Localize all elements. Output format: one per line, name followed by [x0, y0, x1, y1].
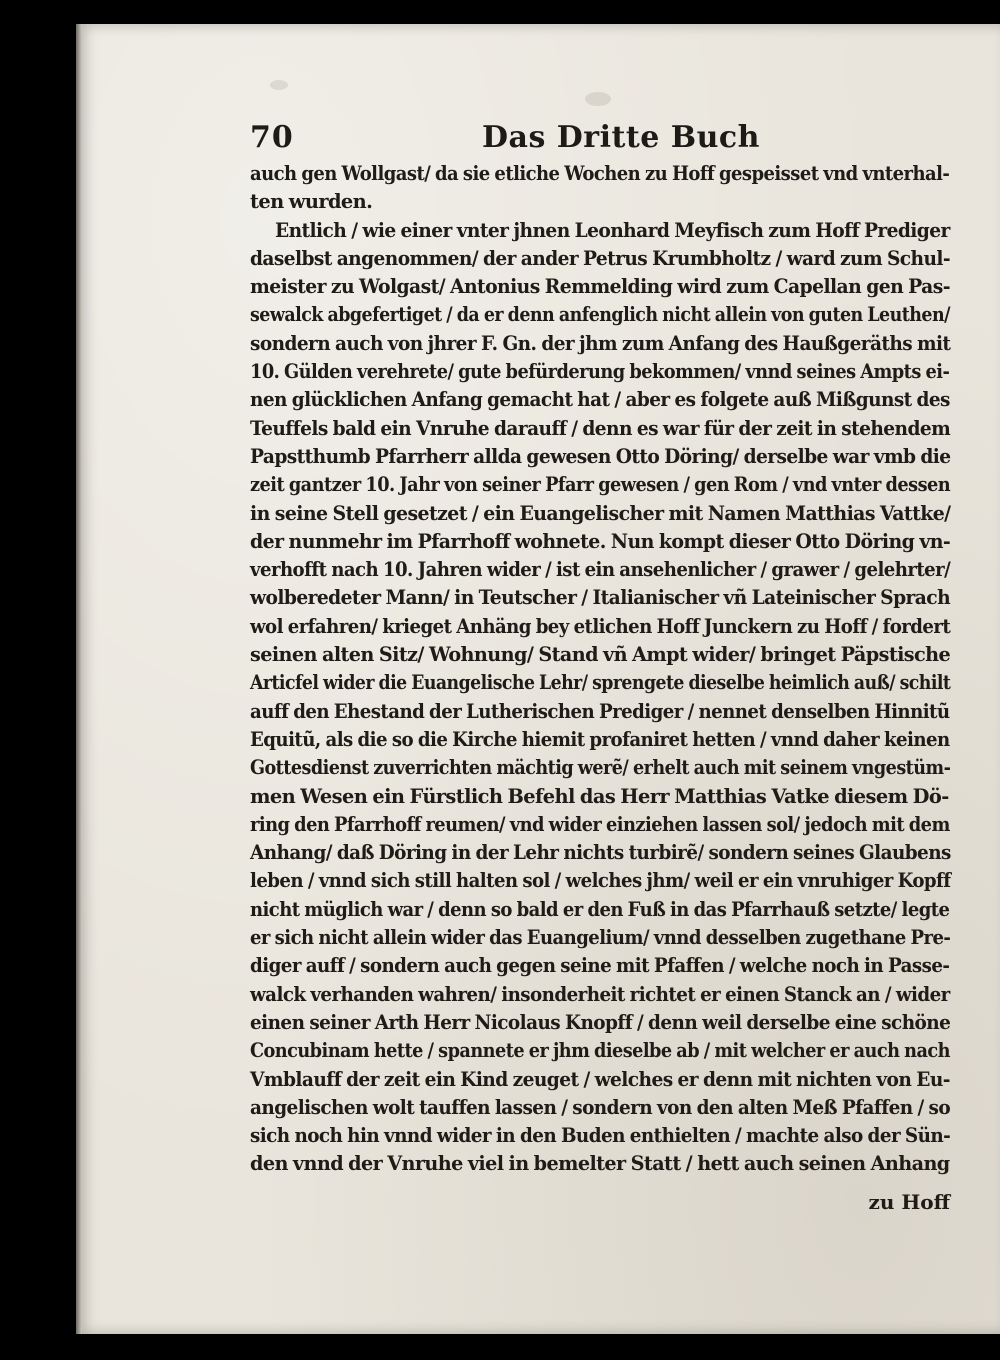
text-line: Teuffels bald ein Vnruhe darauff / denn es war für der zeit in stehendem [250, 416, 951, 440]
text-line: Gottesdienst zuverrichten mächtig werẽ/ erhelt auch mit seinem vngestüm- [250, 756, 951, 780]
text-line: wol erfahren/ krieget Anhäng bey etlichen Hoff Junckern zu Hoff / fordert [250, 614, 951, 638]
text-line: nen glücklichen Anfang gemacht hat / aber es folgete auß Mißgunst des [250, 388, 950, 412]
page-number: 70 [250, 120, 294, 155]
text-line: zeit gantzer 10. Jahr von seiner Pfarr gewesen / gen Rom / vnd vnter dessen [250, 473, 951, 497]
text-line: sondern auch von jhrer F. Gn. der jhm zum Anfang des Haußgeräths mit [250, 331, 951, 355]
text-line: auff den Ehestand der Lutherischen Prediger / nennet denselben Hinnitũ [250, 699, 950, 723]
text-line: seinen alten Sitz/ Wohnung/ Stand vñ Ampt wider/ bringet Päpstische [250, 643, 951, 667]
text-line: Equitũ, als die so die Kirche hiemit profaniret hetten / vnnd daher keinen [250, 727, 950, 751]
text-line: angelischen wolt tauffen lassen / sondern von den alten Meß Pfaffen / so [250, 1095, 951, 1119]
text-line: ring den Pfarrhoff reumen/ vnd wider einziehen lassen sol/ jedoch mit dem [250, 812, 950, 836]
text-line: meister zu Wolgast/ Antonius Remmelding wird zum Capellan gen Pas- [250, 275, 950, 299]
text-line: wolberedeter Mann/ in Teutscher / Italianischer vñ Lateinischer Sprach [250, 586, 951, 610]
text-line: Anhang/ daß Döring in der Lehr nichts turbirẽ/ sondern seines Glaubens [250, 841, 951, 865]
text-line: er sich nicht allein wider das Euangelium/ vnnd desselben zugethane Pre- [250, 926, 951, 950]
text-line: Concubinam hette / spannete er jhm dieselbe ab / mit welcher er auch nach [250, 1039, 950, 1063]
page-header [250, 116, 950, 160]
text-line: sewalck abgefertiget / da er denn anfenglich nicht allein von guten Leuthen/ [250, 303, 950, 327]
text-line: walck verhanden wahren/ insonderheit richtet er einen Stanck an / wider [250, 982, 950, 1006]
text-line: nicht müglich war / denn so bald er den Fuß in das Pfarrhauß setzte/ legte [250, 897, 950, 921]
text-line: daselbst angenommen/ der ander Petrus Krumbholtz / ward zum Schul- [250, 246, 951, 270]
text-line: in seine Stell gesetzet / ein Euangelischer mit Namen Matthias Vattke/ [250, 501, 951, 525]
text-line: Articfel wider die Euangelische Lehr/ sprengete dieselbe heimlich auß/ schilt [250, 671, 951, 695]
body-text [250, 160, 962, 1179]
text-line: der nunmehr im Pfarrhoff wohnete. Nun kompt dieser Otto Döring vn- [250, 529, 951, 553]
text-line: verhofft nach 10. Jahren wider / ist ein ansehenlicher / grawer / gelehrter/ [250, 558, 951, 582]
text-line: diger auff / sondern auch gegen seine mit Pfaffen / welche noch in Passe- [250, 954, 950, 978]
catchword-area [250, 1190, 950, 1220]
text-line: leben / vnnd sich still halten sol / welches jhm/ weil er ein vnruhiger Kopff [250, 869, 951, 893]
running-head: Das Dritte Buch [482, 120, 760, 155]
catchword: zu Hoff [868, 1190, 950, 1214]
text-line: sich noch hin vnnd wider in den Buden enthielten / machte also der Sün- [250, 1124, 951, 1148]
paper-stain [585, 92, 611, 106]
text-line: 10. Gülden verehrete/ gute befürderung bekommen/ vnnd seines Ampts ei- [250, 360, 950, 384]
text-line: den vnnd der Vnruhe viel in bemelter Statt / hett auch seinen Anhang [250, 1152, 950, 1176]
text-line: men Wesen ein Fürstlich Befehl das Herr Matthias Vatke diesem Dö- [250, 784, 949, 808]
page-gutter-edge [76, 24, 82, 1334]
paper-stain [270, 80, 288, 90]
text-line: Papstthumb Pfarrherr allda gewesen Otto Döring/ derselbe war vmb die [250, 444, 951, 468]
text-line: auch gen Wollgast/ da sie etliche Wochen zu Hoff gespeisset vnd vnterhal- [250, 162, 950, 185]
text-line: Vmblauff der zeit ein Kind zeuget / welches er denn mit nichten von Eu- [250, 1067, 950, 1091]
text-line: ten wurden. [250, 190, 373, 214]
text-line: Entlich / wie einer vnter jhnen Leonhard Meyfisch zum Hoff Prediger [274, 218, 950, 242]
text-line: einen seiner Arth Herr Nicolaus Knopff / denn weil derselbe eine schöne [250, 1010, 951, 1034]
